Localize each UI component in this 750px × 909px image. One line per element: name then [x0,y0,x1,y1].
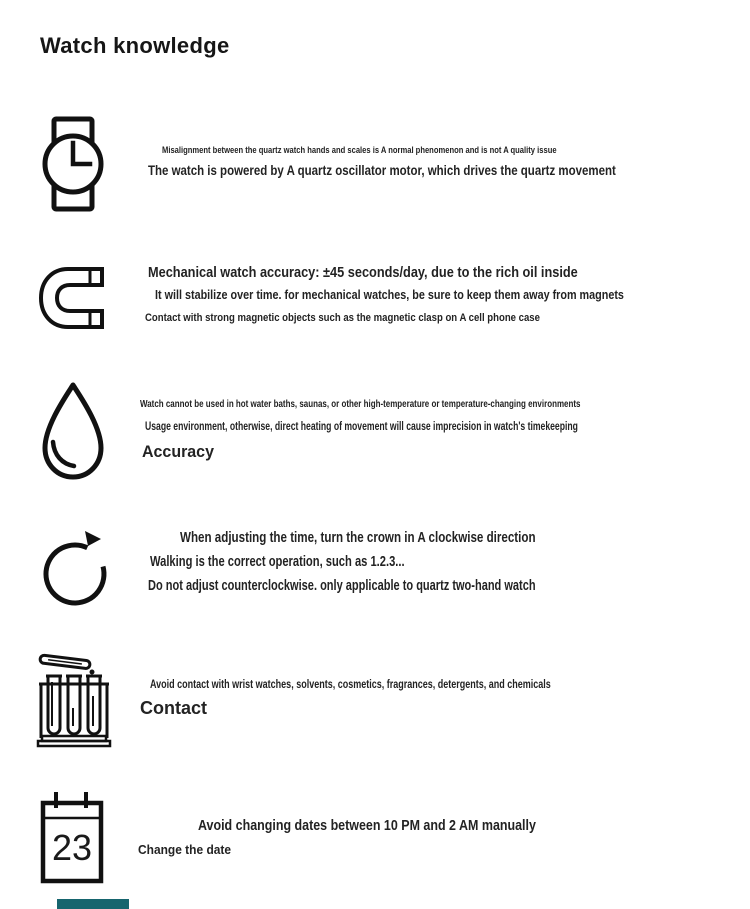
clockwise-arrow-icon [42,524,108,613]
temperature-note-secondary: Usage environment, otherwise, direct heating of movement will cause imprecision in watch's timekeeping [145,421,578,433]
water-drop-icon [38,380,108,487]
quartz-note-small: Misalignment between the quartz watch hands and scales is A normal phenomenon and is not A quality issue [162,145,557,156]
chemicals-note-main: Avoid contact with wrist watches, solvents, cosmetics, fragrances, detergents, and chemicals [150,677,551,691]
magnet-note-main: Mechanical watch accuracy: ±45 seconds/day, due to the rich oil inside [148,264,578,281]
magnet-note-small: Contact with strong magnetic objects such as the magnetic clasp on A cell phone case [145,312,540,324]
wristwatch-icon [42,116,104,217]
calendar-day-number: 23 [51,827,93,868]
test-tubes-icon [36,648,112,753]
chemicals-note-heading: Contact [140,698,207,718]
magnet-icon [38,266,104,335]
temperature-note-small: Watch cannot be used in hot water baths, saunas, or other high-temperature or temperature-changing environments [140,398,581,410]
quartz-note-main: The watch is powered by A quartz oscillator motor, which drives the quartz movement [148,163,616,178]
crown-note-main: When adjusting the time, turn the crown in A clockwise direction [180,530,536,546]
calendar-icon [40,790,104,889]
date-note-heading: Change the date [138,842,232,857]
bottom-accent-bar [57,899,129,909]
crown-note-warning: Do not adjust counterclockwise. only applicable to quartz two-hand watch [148,578,536,594]
temperature-note-heading: Accuracy [142,442,214,461]
date-note-main: Avoid changing dates between 10 PM and 2 AM manually [198,818,536,834]
magnet-note-secondary: It will stabilize over time. for mechanical watches, be sure to keep them away from magnets [155,287,624,302]
crown-note-secondary: Walking is the correct operation, such as 1.2.3... [150,554,405,570]
page-title: Watch knowledge [40,33,230,58]
